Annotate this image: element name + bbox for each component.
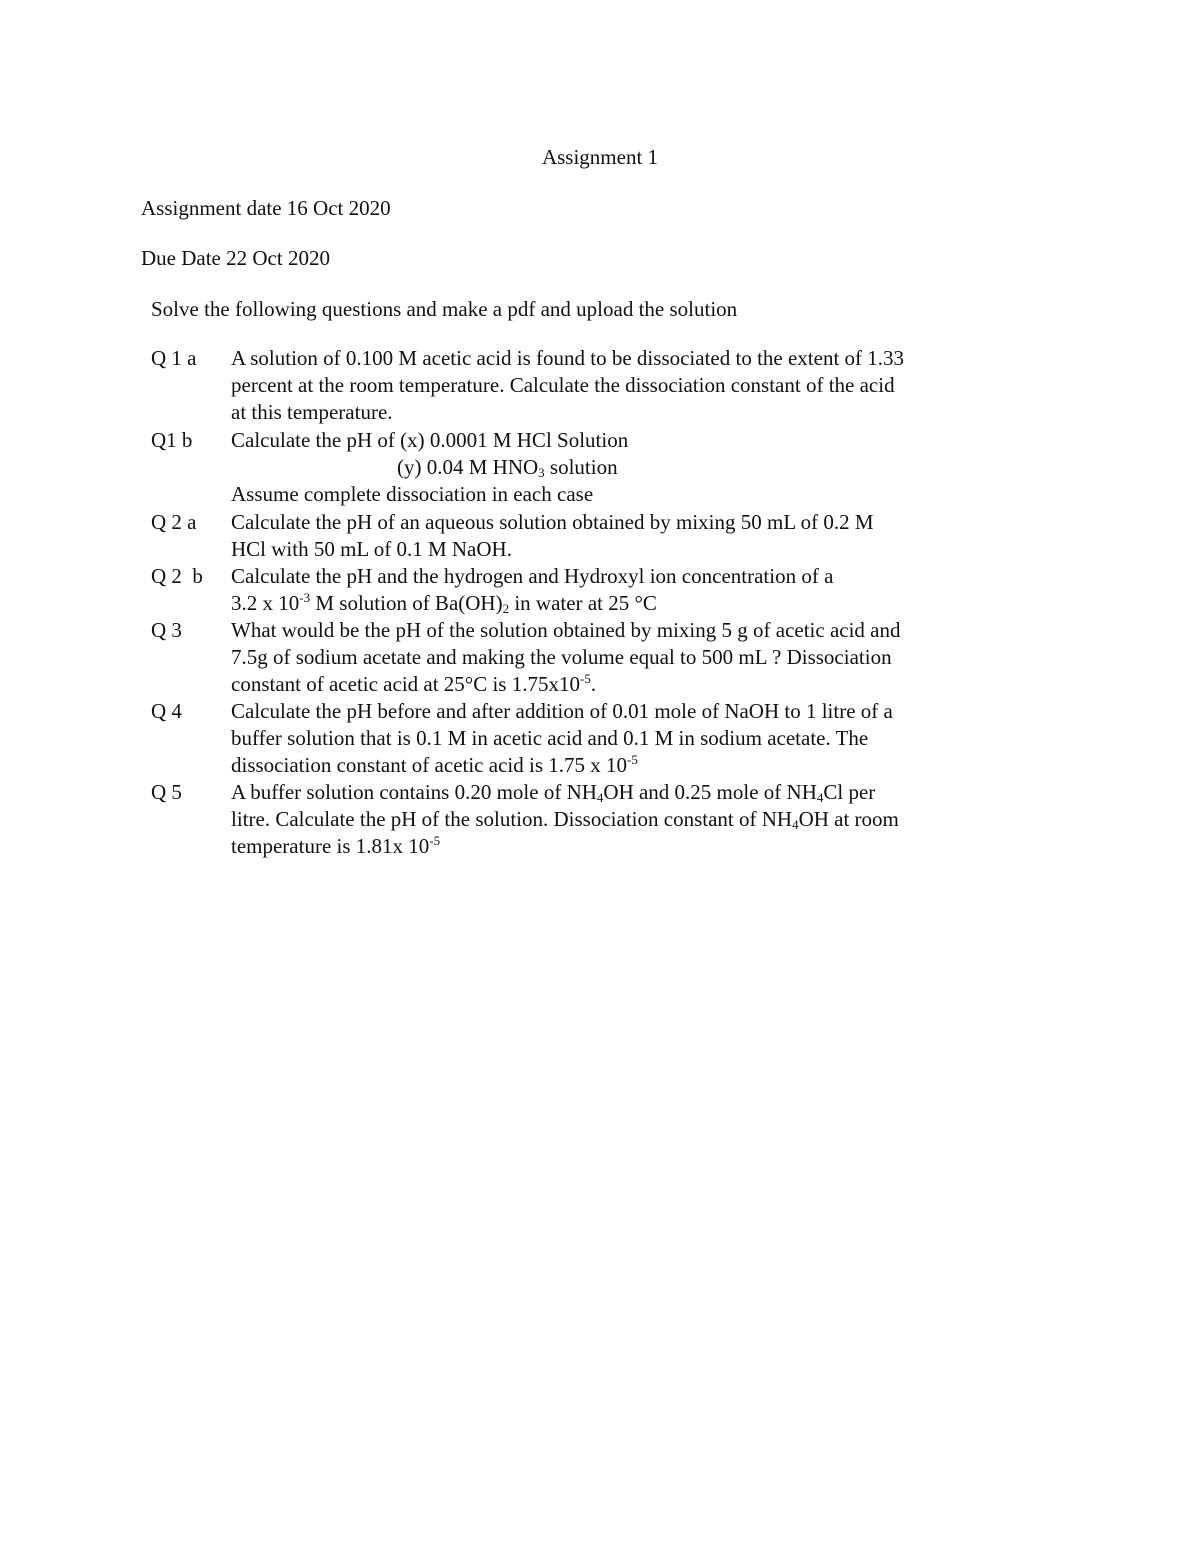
- question-line: Calculate the pH before and after addition of 0.01 mole of NaOH to 1 litre of a: [231, 699, 893, 723]
- question-line: A solution of 0.100 M acetic acid is found to be dissociated to the extent of 1.33: [231, 346, 905, 370]
- question-text-q1b: [231, 427, 1021, 509]
- question-text-q2b: [231, 563, 1021, 617]
- question-line: [231, 590, 1021, 617]
- text-run: (y) 0.04 M HNO: [397, 455, 539, 480]
- superscript: -3: [299, 590, 311, 606]
- page-title: Assignment 1: [541, 145, 659, 169]
- question-line: buffer solution that is 0.1 M in acetic acid and 0.1 M in sodium acetate. The: [231, 726, 869, 751]
- text-run: 3.2 x 10: [231, 591, 300, 616]
- superscript: -5: [429, 833, 441, 849]
- question-line: [231, 833, 1021, 860]
- question-text-q1a: [231, 345, 1021, 427]
- text-run: in water at 25 °C: [509, 591, 657, 616]
- superscript: -5: [627, 752, 638, 768]
- text-run: Cl per: [823, 780, 876, 804]
- question-line: HCl with 50 mL of 0.1 M NaOH.: [231, 537, 512, 562]
- question-line: [231, 671, 1021, 698]
- question-line: at this temperature.: [231, 400, 393, 425]
- question-line: [231, 752, 1021, 779]
- text-run: .: [590, 672, 597, 697]
- subscript: 2: [502, 601, 510, 617]
- question-line: Calculate the pH of an aqueous solution obtained by mixing 50 mL of 0.2 M: [231, 510, 874, 534]
- question-line: 7.5g of sodium acetate and making the volume equal to 500 mL ? Dissociation: [231, 645, 892, 670]
- superscript: -5: [579, 671, 591, 687]
- text-run: constant of acetic acid at 25°C is 1.75x10: [231, 672, 580, 697]
- question-label-q3: Q 3: [151, 618, 182, 642]
- question-line: [231, 779, 1021, 806]
- text-run: A buffer solution contains 0.20 mole of NH: [231, 780, 597, 804]
- question-line: Assume complete dissociation in each case: [231, 482, 594, 507]
- question-line: [231, 806, 1021, 833]
- question-text-q5: [231, 779, 1021, 861]
- instruction-text: Solve the following questions and make a pdf and upload the solution: [151, 297, 738, 321]
- question-label-q1a: Q 1 a: [151, 346, 197, 370]
- text-run: litre. Calculate the pH of the solution. Dissociation constant of NH: [231, 807, 793, 832]
- subscript: 4: [596, 790, 604, 805]
- question-line: percent at the room temperature. Calculate the dissociation constant of the acid: [231, 373, 895, 398]
- text-run: OH and 0.25 mole of NH: [603, 780, 817, 804]
- question-label-q5: Q 5: [151, 780, 182, 804]
- question-text-q4: [231, 698, 1021, 780]
- subscript: 4: [792, 817, 799, 833]
- question-text-q2a: [231, 509, 1021, 563]
- text-run: dissociation constant of acetic acid is 1.75 x 10: [231, 753, 627, 778]
- question-label-q2b: Q 2 b: [151, 564, 203, 588]
- question-label-q1b: Q1 b: [151, 428, 193, 452]
- subscript: 3: [538, 465, 545, 481]
- text-run: solution: [544, 455, 618, 480]
- question-line: [231, 454, 1021, 481]
- text-run: M solution of Ba(OH): [310, 591, 503, 616]
- assignment-date: Assignment date 16 Oct 2020: [141, 196, 391, 220]
- question-label-q2a: Q 2 a: [151, 510, 197, 534]
- question-text-q3: [231, 617, 1021, 699]
- question-line: What would be the pH of the solution obtained by mixing 5 g of acetic acid and: [231, 618, 901, 642]
- text-run: OH at room: [798, 807, 899, 832]
- due-date: Due Date 22 Oct 2020: [141, 246, 330, 270]
- text-run: temperature is 1.81x 10: [231, 834, 430, 859]
- question-line: Calculate the pH of (x) 0.0001 M HCl Solution: [231, 428, 629, 452]
- question-line: Calculate the pH and the hydrogen and Hydroxyl ion concentration of a: [231, 564, 834, 588]
- question-label-q4: Q 4: [151, 699, 182, 723]
- subscript: 4: [816, 790, 824, 805]
